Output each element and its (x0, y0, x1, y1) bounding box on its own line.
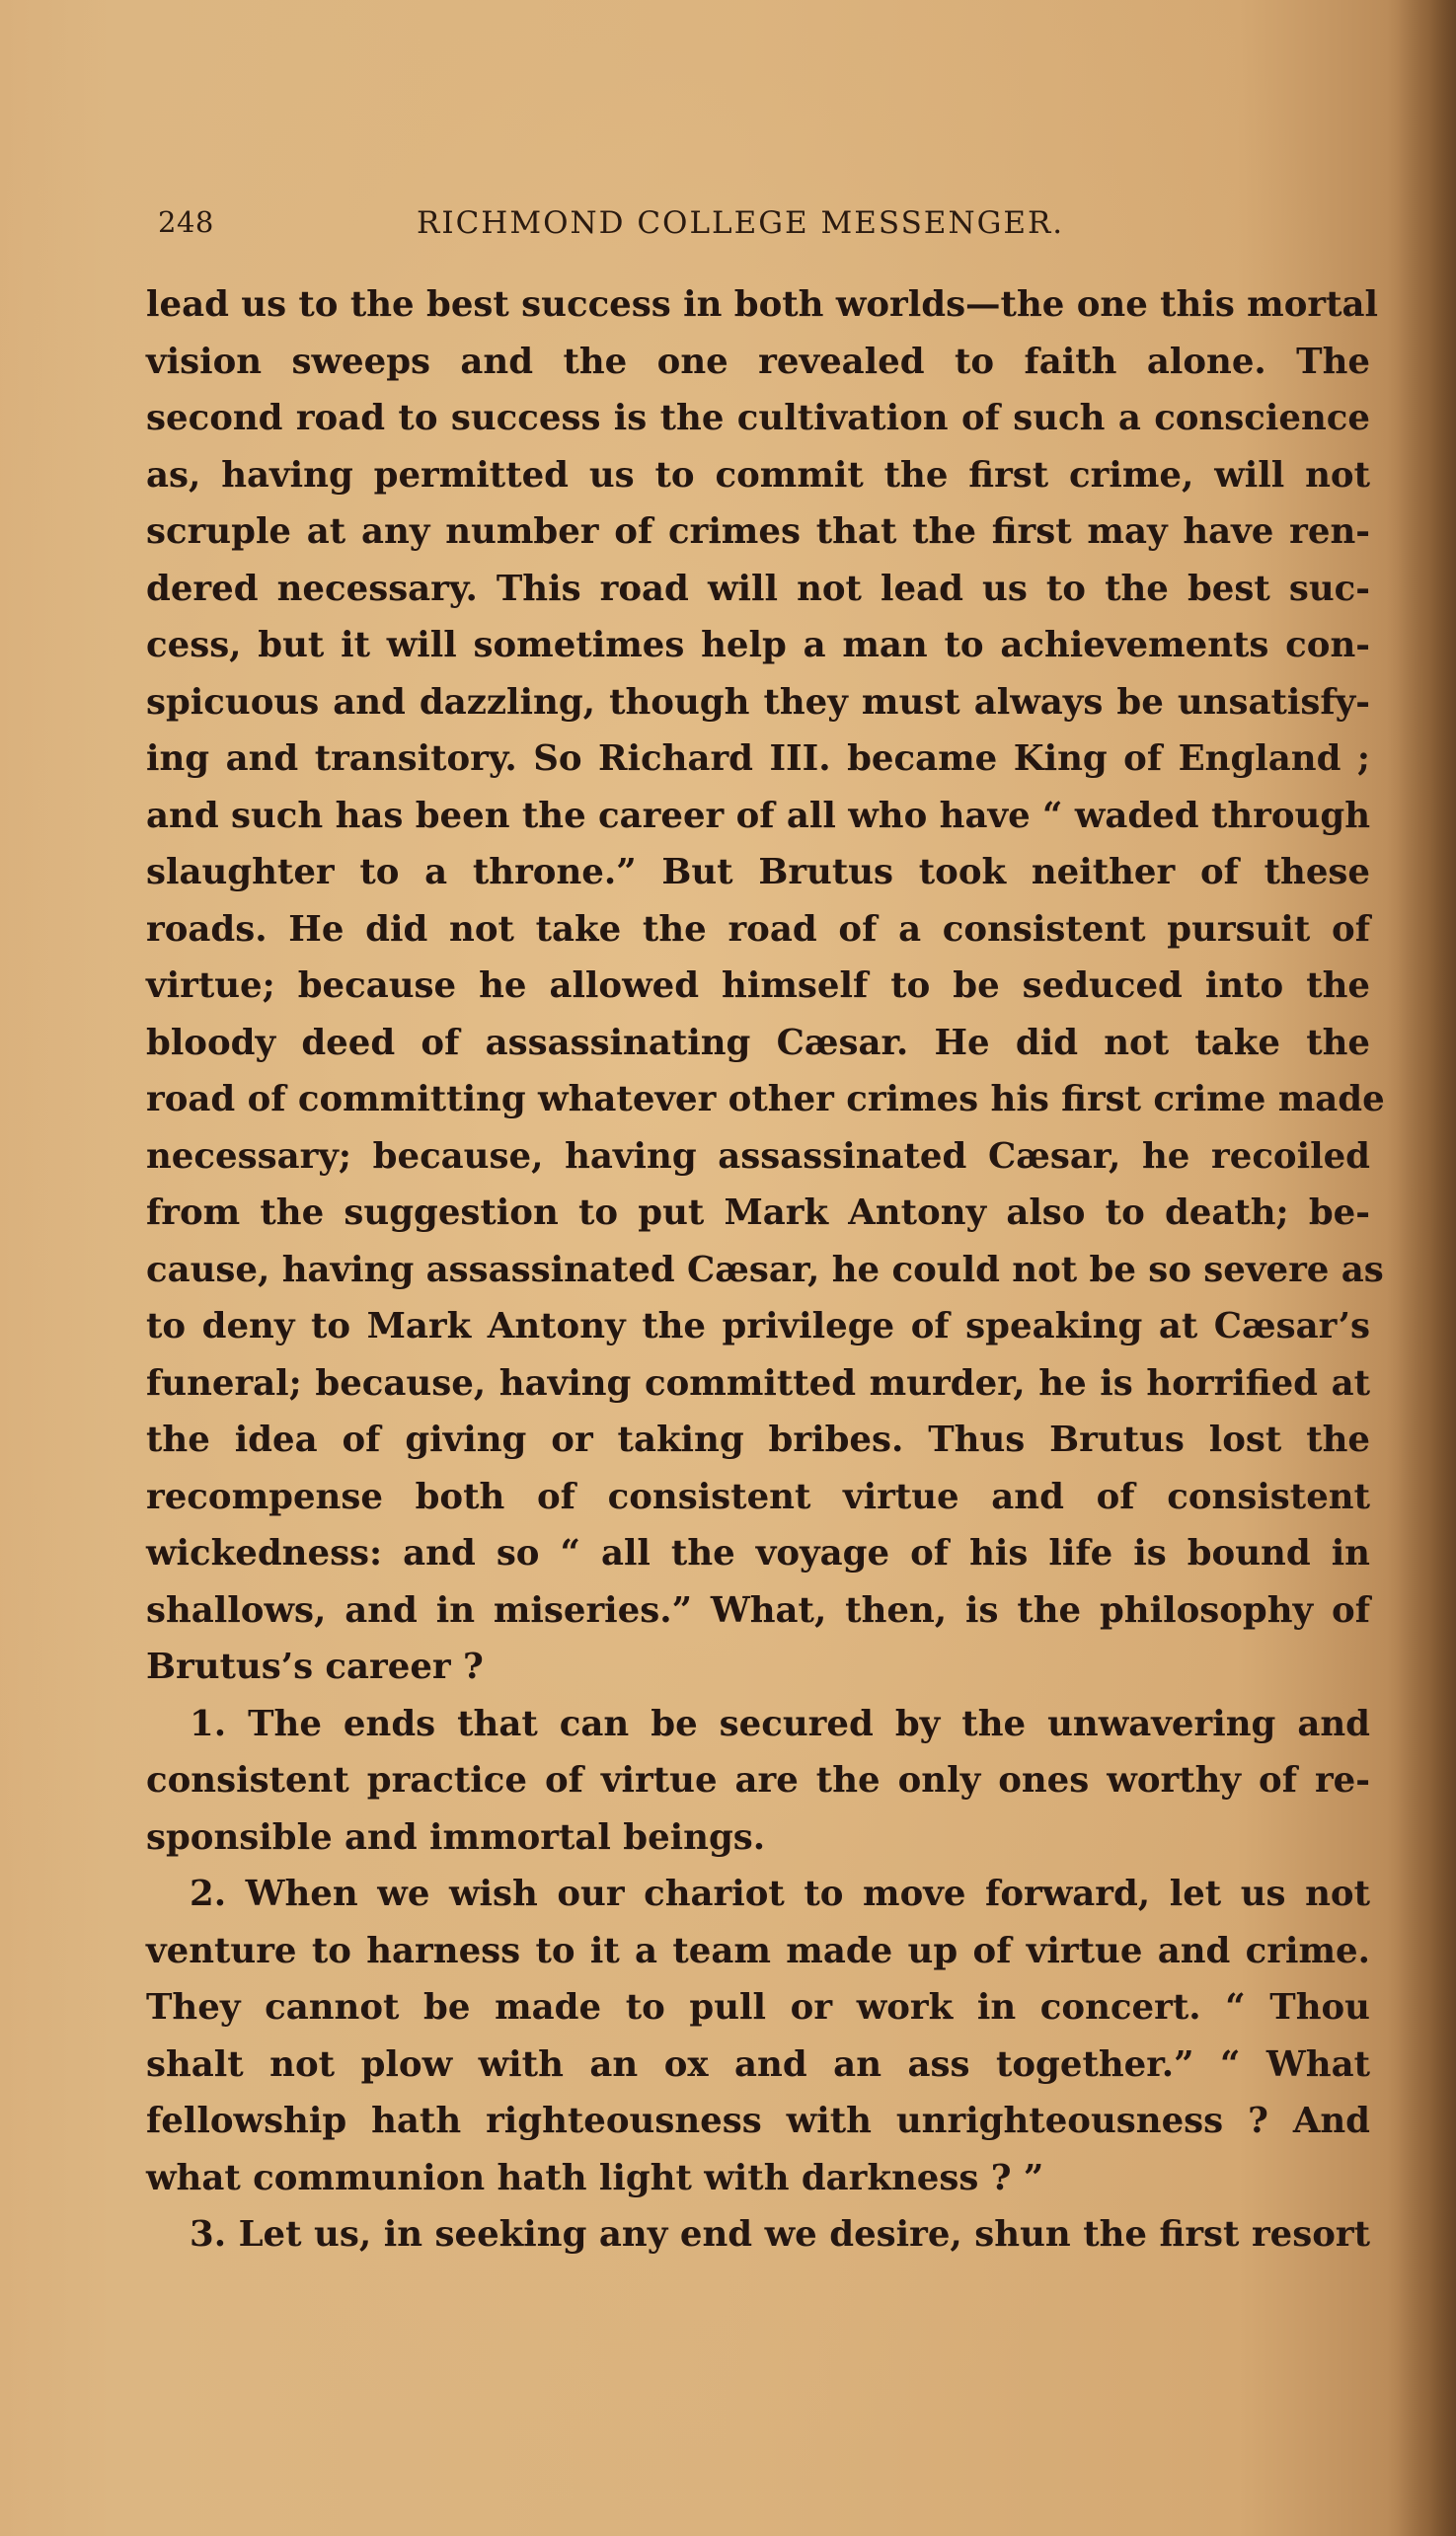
numbered-point-2 (146, 1866, 1370, 2206)
text-line: scruple at any number of crimes that the first may have ren- (146, 511, 1370, 552)
text-line: shalt not plow with an ox and an ass together.” “ What (146, 2043, 1370, 2085)
page-number: 248 (158, 205, 214, 239)
text-line: They cannot be made to pull or work in concert. “ Thou (146, 1987, 1370, 2028)
text-line: what communion hath light with darkness ? ” (146, 2157, 1044, 2198)
running-title: RICHMOND COLLEGE MESSENGER. (417, 205, 1065, 241)
text-line: 1. The ends that can be secured by the unwavering and (190, 1703, 1370, 1744)
text-line: from the suggestion to put Mark Antony also to death; be- (146, 1192, 1370, 1233)
text-line: cause, having assassinated Cæsar, he could not be so severe as (146, 1249, 1384, 1290)
text-line: spicuous and dazzling, though they must always be unsatisfy- (146, 681, 1370, 723)
text-line: 2. When we wish our chariot to move forward, let us not (190, 1874, 1370, 1914)
paragraph-brutus-roads (146, 276, 1385, 1696)
text-line: venture to harness to it a team made up of virtue and crime. (146, 1930, 1370, 1971)
text-line: vision sweeps and the one revealed to faith alone. The (146, 341, 1370, 382)
text-line: funeral; because, having committed murder, he is horrified at (146, 1362, 1370, 1404)
text-line: lead us to the best success in both worlds—the one this mortal (146, 284, 1379, 325)
body-text (146, 276, 1385, 2264)
text-line: 3. Let us, in seeking any end we desire, shun the first resort (190, 2214, 1370, 2255)
text-line: Brutus’s career ? (146, 1647, 484, 1687)
text-line: consistent practice of virtue are the only ones worthy of re- (146, 1760, 1370, 1801)
text-line: necessary; because, having assassinated Cæsar, he recoiled (146, 1135, 1370, 1177)
text-line: fellowship hath righteousness with unrighteousness ? And (146, 2101, 1370, 2141)
text-line: ing and transitory. So Richard III. became King of England ; (146, 738, 1370, 779)
numbered-point-3 (146, 2206, 1370, 2264)
numbered-point-1 (146, 1696, 1370, 1867)
text-line: slaughter to a throne.” But Brutus took neither of these (146, 852, 1370, 892)
text-line: wickedness: and so “ all the voyage of his life is bound in (146, 1533, 1370, 1574)
text-line: recompense both of consistent virtue and of consistent (146, 1476, 1370, 1517)
text-line: virtue; because he allowed himself to be seduced into the (146, 965, 1370, 1006)
page-header (158, 205, 1362, 255)
text-line: and such has been the career of all who have “ waded through (146, 795, 1371, 836)
text-line: shallows, and in miseries.” What, then, is the philosophy of (146, 1589, 1370, 1631)
text-line: bloody deed of assassinating Cæsar. He did not take the (146, 1022, 1370, 1063)
text-line: dered necessary. This road will not lead us to the best suc- (146, 568, 1370, 609)
text-line: roads. He did not take the road of a consistent pursuit of (146, 908, 1370, 950)
text-line: the idea of giving or taking bribes. Thus Brutus lost the (146, 1420, 1370, 1460)
text-line: road of committing whatever other crimes his first crime made (146, 1079, 1385, 1119)
text-line: cess, but it will sometimes help a man to achievements con- (146, 625, 1370, 665)
text-line: as, having permitted us to commit the first crime, will not (146, 454, 1370, 496)
text-line: sponsible and immortal beings. (146, 1816, 766, 1858)
text-line: to deny to Mark Antony the privilege of speaking at Cæsar’s (146, 1306, 1370, 1346)
text-line: second road to success is the cultivation of such a conscience (146, 398, 1370, 438)
